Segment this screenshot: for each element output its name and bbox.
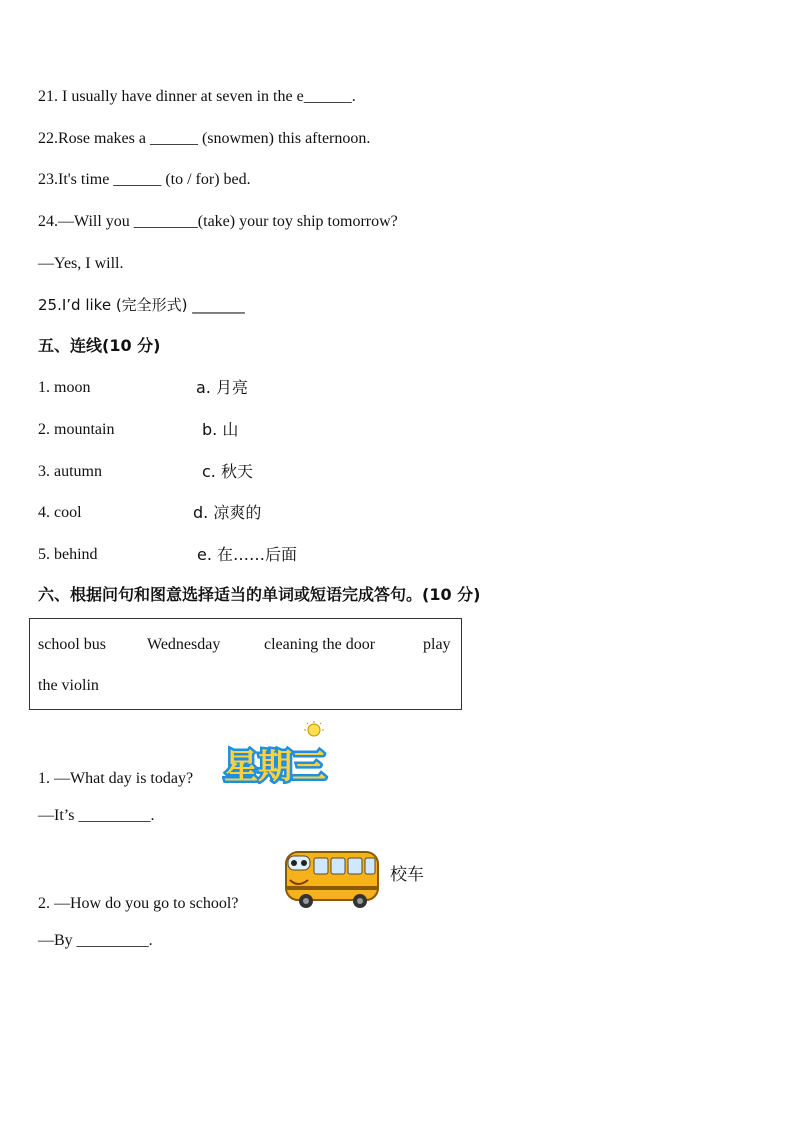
match-right-c: c. 秋天 (202, 462, 253, 481)
q1-answer: —It’s _________. (38, 807, 155, 824)
svg-text:星期三: 星期三 (224, 747, 326, 784)
match-right-d: d. 凉爽的 (193, 503, 262, 522)
match-left-2: 2. mountain (38, 421, 115, 438)
word-box-item: school bus (38, 636, 106, 653)
word-box-item: the violin (38, 677, 99, 694)
question-21: 21. I usually have dinner at seven in the e______. (38, 88, 356, 105)
match-left-4: 4. cool (38, 504, 82, 521)
q2-answer: —By _________. (38, 932, 153, 949)
question-24: 24.—Will you ________(take) your toy ship tomorrow? (38, 213, 398, 230)
match-left-1: 1. moon (38, 379, 91, 396)
question-22: 22.Rose makes a ______ (snowmen) this afternoon. (38, 130, 371, 147)
wednesday-picture (222, 720, 336, 784)
match-right-a: a. 月亮 (196, 378, 248, 397)
word-box-item: play (423, 636, 451, 653)
match-right-b: b. 山 (202, 420, 239, 439)
word-box (29, 618, 462, 710)
match-right-e: e. 在……后面 (197, 545, 298, 564)
school-bus-picture (280, 846, 382, 910)
q1-question: 1. —What day is today? (38, 770, 194, 787)
word-box-item: Wednesday (147, 636, 221, 653)
q2-question: 2. —How do you go to school? (38, 895, 239, 912)
school-bus-label: 校车 (390, 865, 424, 885)
question-23: 23.It's time ______ (to / for) bed. (38, 171, 251, 188)
question-24-answer: —Yes, I will. (38, 255, 124, 272)
match-left-5: 5. behind (38, 546, 98, 563)
word-box-item: cleaning the door (264, 636, 376, 653)
question-25: 25.I’d like (完全形式) _______ (38, 296, 245, 314)
match-left-3: 3. autumn (38, 463, 102, 480)
section-6-heading: 六、根据问句和图意选择适当的单词或短语完成答句。(10 分) (38, 585, 481, 604)
section-5-heading: 五、连线(10 分) (38, 336, 161, 355)
